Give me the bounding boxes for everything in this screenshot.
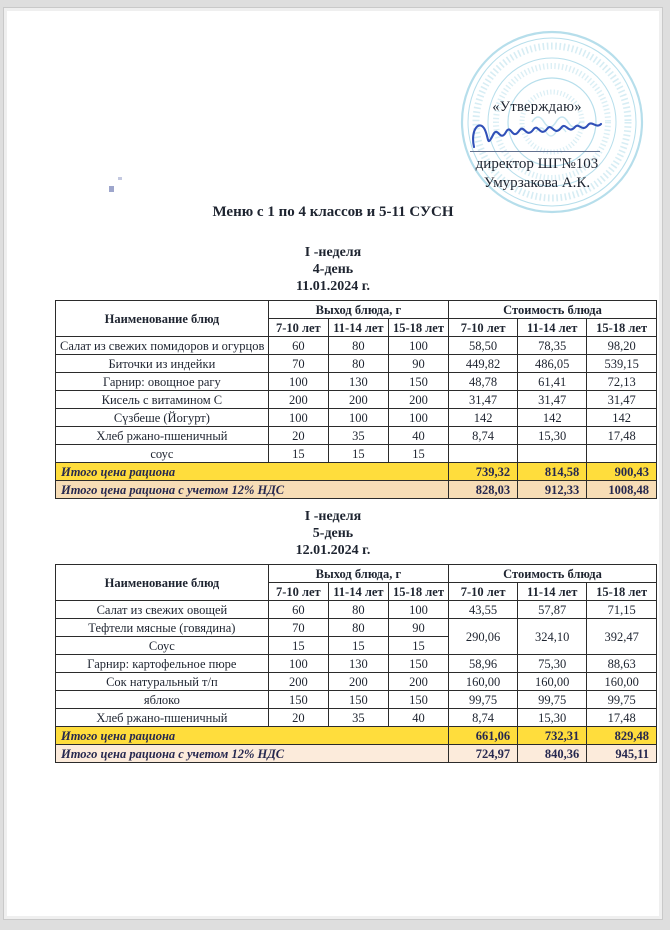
cost-value: 72,13 <box>587 373 657 391</box>
age-header: 15-18 лет <box>587 319 657 337</box>
cost-value: 449,82 <box>449 355 518 373</box>
cost-value: 17,48 <box>587 427 657 445</box>
table-row <box>56 337 657 355</box>
col-header-cost: Стоимость блюда <box>449 565 657 583</box>
weight-value: 90 <box>388 355 448 373</box>
cost-value: 43,55 <box>449 601 518 619</box>
age-header: 11-14 лет <box>328 319 388 337</box>
dish-name: Хлеб ржано-пшеничный <box>56 427 269 445</box>
col-header-weight: Выход блюда, г <box>268 565 448 583</box>
approve-label: «Утверждаю» <box>492 99 582 115</box>
total-vat-label: Итого цена рациона с учетом 12% НДС <box>56 481 449 499</box>
weight-value: 20 <box>268 427 328 445</box>
weight-value: 80 <box>328 355 388 373</box>
weight-value: 15 <box>268 445 328 463</box>
total-label: Итого цена рациона <box>56 727 449 745</box>
cost-value: 142 <box>449 409 518 427</box>
signature-icon <box>466 115 606 155</box>
weight-value: 40 <box>388 427 448 445</box>
section2-heading <box>4 508 662 559</box>
cost-value: 98,20 <box>587 337 657 355</box>
cost-value: 17,48 <box>587 709 657 727</box>
weight-value: 15 <box>328 637 388 655</box>
total-row <box>56 727 657 745</box>
cost-value: 99,75 <box>518 691 587 709</box>
total-vat-value: 828,03 <box>449 481 518 499</box>
weight-value: 100 <box>268 655 328 673</box>
weight-value: 200 <box>388 673 448 691</box>
cost-value-merged: 324,10 <box>518 619 587 655</box>
age-header: 7-10 лет <box>268 319 328 337</box>
weight-value: 200 <box>328 391 388 409</box>
dish-name: Сүзбеше (Йогурт) <box>56 409 269 427</box>
cost-value: 31,47 <box>587 391 657 409</box>
weight-value: 80 <box>328 619 388 637</box>
total-value: 739,32 <box>449 463 518 481</box>
section2-date: 12.01.2024 г. <box>295 543 371 558</box>
cost-value: 160,00 <box>449 673 518 691</box>
section1-heading <box>4 244 662 295</box>
table-row <box>56 409 657 427</box>
total-vat-value: 840,36 <box>518 745 587 763</box>
weight-value: 150 <box>388 691 448 709</box>
cost-value: 58,50 <box>449 337 518 355</box>
cost-value: 8,74 <box>449 427 518 445</box>
age-header: 7-10 лет <box>449 583 518 601</box>
weight-value: 150 <box>388 655 448 673</box>
weight-value: 70 <box>268 355 328 373</box>
weight-value: 80 <box>328 337 388 355</box>
section1-date: 11.01.2024 г. <box>295 279 370 294</box>
dish-name: Салат из свежих помидоров и огурцов <box>56 337 269 355</box>
cost-value: 486,05 <box>518 355 587 373</box>
weight-value: 100 <box>388 337 448 355</box>
total-label: Итого цена рациона <box>56 463 449 481</box>
cost-value: 71,15 <box>587 601 657 619</box>
table-row <box>56 601 657 619</box>
signature-underline <box>470 151 600 152</box>
cost-value: 57,87 <box>518 601 587 619</box>
weight-value: 100 <box>268 409 328 427</box>
cost-value: 142 <box>518 409 587 427</box>
director-name: Умурзакова А.К. <box>483 175 591 191</box>
dish-name: Тефтели мясные (говядина) <box>56 619 269 637</box>
section1-day: 4-день <box>312 262 354 277</box>
weight-value: 130 <box>328 373 388 391</box>
total-vat-row <box>56 745 657 763</box>
approval-block <box>448 98 626 193</box>
dish-name: Соус <box>56 637 269 655</box>
cost-value: 15,30 <box>518 427 587 445</box>
cost-value: 160,00 <box>587 673 657 691</box>
cost-value: 61,41 <box>518 373 587 391</box>
ink-speck <box>109 186 114 192</box>
weight-value: 35 <box>328 709 388 727</box>
age-header: 11-14 лет <box>518 319 587 337</box>
weight-value: 200 <box>268 391 328 409</box>
age-header: 7-10 лет <box>449 319 518 337</box>
table-row <box>56 655 657 673</box>
cost-value: 78,35 <box>518 337 587 355</box>
table-row <box>56 691 657 709</box>
dish-name: соус <box>56 445 269 463</box>
col-header-weight: Выход блюда, г <box>268 301 448 319</box>
weight-value: 200 <box>268 673 328 691</box>
weight-value: 150 <box>328 691 388 709</box>
table-row <box>56 619 657 637</box>
table-row <box>56 445 657 463</box>
total-value: 829,48 <box>587 727 657 745</box>
weight-value: 90 <box>388 619 448 637</box>
cost-value: 31,47 <box>518 391 587 409</box>
weight-value: 100 <box>328 409 388 427</box>
total-vat-row <box>56 481 657 499</box>
table-row <box>56 391 657 409</box>
weight-value: 100 <box>268 373 328 391</box>
cost-value: 75,30 <box>518 655 587 673</box>
scanned-page <box>3 7 663 920</box>
header-row-groups <box>56 565 657 583</box>
section1-week: I -неделя <box>304 245 362 260</box>
total-vat-value: 912,33 <box>518 481 587 499</box>
total-value: 661,06 <box>449 727 518 745</box>
table-row <box>56 373 657 391</box>
signature-area <box>448 119 626 155</box>
weight-value: 100 <box>388 601 448 619</box>
document-title: Меню с 1 по 4 классов и 5-11 СУСН <box>212 204 454 220</box>
total-vat-value: 945,11 <box>587 745 657 763</box>
cost-value: 88,63 <box>587 655 657 673</box>
weight-value: 150 <box>388 373 448 391</box>
weight-value: 70 <box>268 619 328 637</box>
weight-value: 60 <box>268 337 328 355</box>
age-header: 15-18 лет <box>388 583 448 601</box>
menu-table-day4 <box>55 300 657 499</box>
cost-value-merged: 290,06 <box>449 619 518 655</box>
weight-value: 40 <box>388 709 448 727</box>
total-vat-value: 1008,48 <box>587 481 657 499</box>
age-header: 11-14 лет <box>328 583 388 601</box>
col-header-dish: Наименование блюд <box>56 301 269 337</box>
weight-value: 100 <box>388 409 448 427</box>
age-header: 11-14 лет <box>518 583 587 601</box>
menu-table-day5 <box>55 564 657 763</box>
dish-name: Хлеб ржано-пшеничный <box>56 709 269 727</box>
dish-name: яблоко <box>56 691 269 709</box>
weight-value: 200 <box>328 673 388 691</box>
section2-week: I -неделя <box>304 509 362 524</box>
table-row <box>56 427 657 445</box>
director-role: директор ШГ№103 <box>475 156 599 172</box>
weight-value: 60 <box>268 601 328 619</box>
age-header: 15-18 лет <box>587 583 657 601</box>
cost-value: 58,96 <box>449 655 518 673</box>
cost-value: 8,74 <box>449 709 518 727</box>
dish-name: Гарнир: овощное рагу <box>56 373 269 391</box>
header-row-groups <box>56 301 657 319</box>
cost-value: 160,00 <box>518 673 587 691</box>
weight-value: 200 <box>388 391 448 409</box>
cost-value: 48,78 <box>449 373 518 391</box>
ink-speck <box>118 177 122 180</box>
weight-value: 150 <box>268 691 328 709</box>
weight-value: 15 <box>388 637 448 655</box>
dish-name: Гарнир: картофельное пюре <box>56 655 269 673</box>
cost-value <box>449 445 518 463</box>
table-row <box>56 355 657 373</box>
col-header-cost: Стоимость блюда <box>449 301 657 319</box>
total-vat-label: Итого цена рациона с учетом 12% НДС <box>56 745 449 763</box>
total-value: 732,31 <box>518 727 587 745</box>
table-row <box>56 709 657 727</box>
age-header: 15-18 лет <box>388 319 448 337</box>
total-row <box>56 463 657 481</box>
cost-value: 31,47 <box>449 391 518 409</box>
age-header: 7-10 лет <box>268 583 328 601</box>
weight-value: 15 <box>328 445 388 463</box>
cost-value <box>587 445 657 463</box>
cost-value: 142 <box>587 409 657 427</box>
total-value: 900,43 <box>587 463 657 481</box>
table-row <box>56 673 657 691</box>
total-vat-value: 724,97 <box>449 745 518 763</box>
dish-name: Салат из свежих овощей <box>56 601 269 619</box>
col-header-dish: Наименование блюд <box>56 565 269 601</box>
weight-value: 35 <box>328 427 388 445</box>
cost-value: 15,30 <box>518 709 587 727</box>
total-value: 814,58 <box>518 463 587 481</box>
weight-value: 20 <box>268 709 328 727</box>
dish-name: Биточки из индейки <box>56 355 269 373</box>
cost-value <box>518 445 587 463</box>
section2-day: 5-день <box>312 526 354 541</box>
cost-value: 99,75 <box>449 691 518 709</box>
weight-value: 15 <box>388 445 448 463</box>
weight-value: 15 <box>268 637 328 655</box>
dish-name: Сок натуральный т/п <box>56 673 269 691</box>
weight-value: 130 <box>328 655 388 673</box>
cost-value-merged: 392,47 <box>587 619 657 655</box>
weight-value: 80 <box>328 601 388 619</box>
cost-value: 539,15 <box>587 355 657 373</box>
cost-value: 99,75 <box>587 691 657 709</box>
dish-name: Кисель с витамином С <box>56 391 269 409</box>
